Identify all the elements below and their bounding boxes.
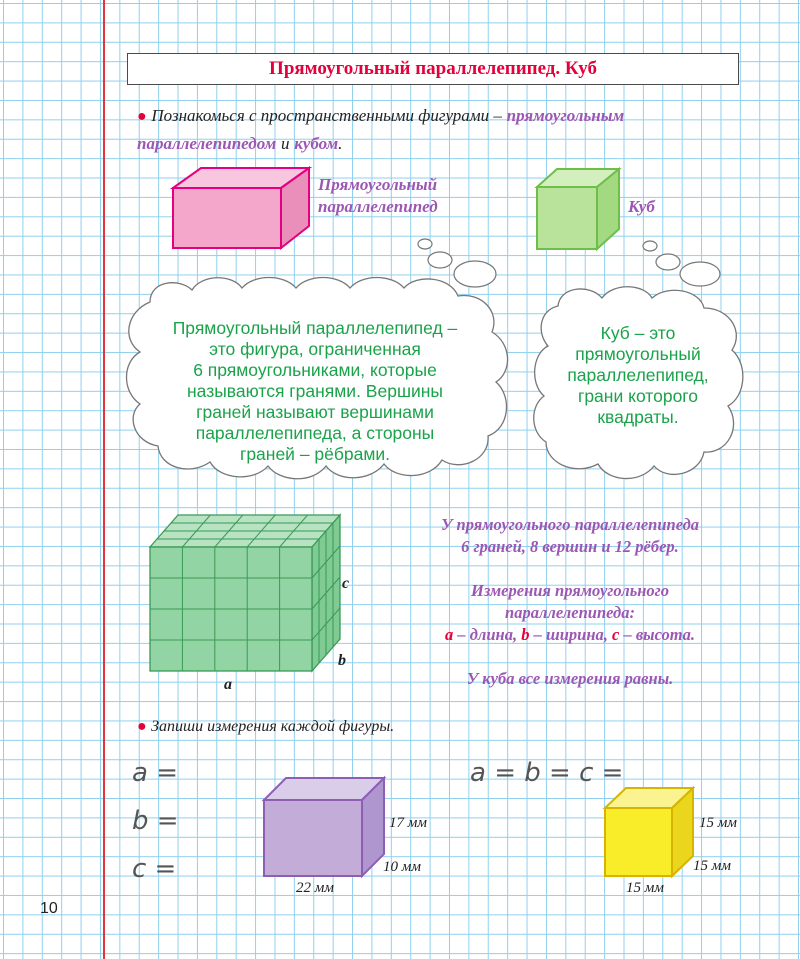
bullet-icon: ● <box>137 718 147 735</box>
cloud-left-line: граней – рёбрами. <box>239 444 391 464</box>
cloud-right-line: грани которого <box>577 386 699 406</box>
dimension-c-label: c <box>342 575 350 592</box>
yellow-length-label: 15 мм <box>626 880 664 896</box>
task-text: Запиши измерения каждой фигуры. <box>151 718 395 735</box>
dim-b-text: – ширина, <box>533 625 608 644</box>
cloud-left-line: называются гранями. Вершины <box>187 381 443 401</box>
purple-depth-label: 10 мм <box>383 859 421 875</box>
intro-term-box: прямоугольным параллелепипедом <box>137 106 625 153</box>
box-label-line2: параллелепипед <box>318 197 438 216</box>
cloud-left-text <box>140 318 490 465</box>
eq-a: a = <box>132 758 178 788</box>
cloud-left-line: параллелепипеда, а стороны <box>195 423 435 443</box>
purple-box-figure <box>258 772 388 880</box>
facts-block <box>385 514 755 690</box>
cloud-right-text <box>548 323 728 428</box>
dim-b: b <box>521 625 530 644</box>
eq-b: b = <box>132 806 179 836</box>
cloud-left-line: Прямоугольный параллелепипед – <box>172 318 458 338</box>
yellow-depth-label: 15 мм <box>693 858 731 874</box>
unit-cube-block <box>140 505 365 695</box>
fact-line: У прямоугольного параллелепипеда <box>440 515 700 534</box>
notebook-margin-line <box>103 0 105 959</box>
dim-a-text: – длина, <box>457 625 518 644</box>
cloud-right-line: Куб – это <box>600 323 676 343</box>
bullet-icon: ● <box>137 108 147 125</box>
cube-label: Куб <box>628 197 655 216</box>
intro-and: и <box>280 134 290 153</box>
dim-c-text: – высота. <box>623 625 696 644</box>
fact-dimensions-line <box>385 624 755 646</box>
yellow-height-label: 15 мм <box>699 815 737 831</box>
cloud-left-line: это фигура, ограниченная <box>209 339 421 359</box>
eq-abc: a = b = c = <box>470 758 624 788</box>
purple-length-label: 22 мм <box>296 880 334 896</box>
fact-line: Измерения прямоугольного <box>471 581 669 600</box>
fact-line: У куба все измерения равны. <box>466 669 674 688</box>
dimension-a-label: a <box>224 676 232 693</box>
intro-paragraph <box>137 102 742 157</box>
task-instruction <box>137 718 394 736</box>
fact-line: 6 граней, 8 вершин и 12 рёбер. <box>461 537 679 556</box>
cloud-right-line: квадраты. <box>597 407 679 427</box>
intro-term-cube: кубом <box>294 134 339 153</box>
page-title-box <box>127 53 739 85</box>
yellow-cube-figure <box>600 784 698 880</box>
cloud-right-line: прямоугольный <box>575 344 701 364</box>
page-title: Прямоугольный параллелепипед. Куб <box>269 58 597 79</box>
box-label <box>318 174 438 218</box>
cloud-right-line: параллелепипед, <box>567 365 709 385</box>
purple-height-label: 17 мм <box>389 815 427 831</box>
cloud-left-line: 6 прямоугольниками, которые <box>193 360 437 380</box>
page-number: 10 <box>40 900 58 917</box>
intro-text: Познакомься с пространственными фигурами – <box>151 106 502 125</box>
fact-line: параллелепипеда: <box>505 603 635 622</box>
eq-c: c = <box>132 854 177 884</box>
dim-a: a <box>444 625 454 644</box>
box-label-line1: Прямоугольный <box>318 175 438 194</box>
intro-period: . <box>338 134 343 153</box>
dim-c: c <box>611 625 620 644</box>
cloud-left-line: граней называют вершинами <box>196 402 434 422</box>
dimension-b-label: b <box>338 652 346 669</box>
